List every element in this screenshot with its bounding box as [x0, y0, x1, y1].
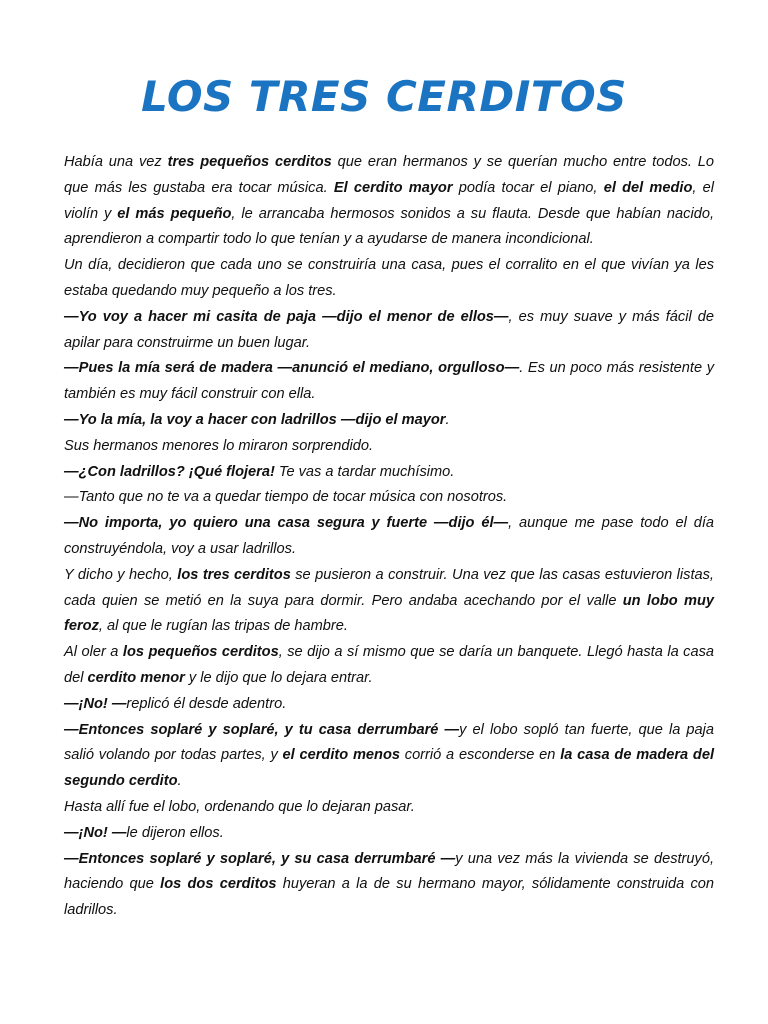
text-run: Al oler a: [64, 644, 123, 661]
text-run: replicó él desde adentro.: [126, 695, 287, 712]
story-paragraph: [64, 795, 714, 821]
story-paragraph: [64, 718, 714, 795]
text-run: Te vas a tardar muchísimo.: [274, 463, 455, 480]
text-run: , se dijo a sí mismo que se daría un banquete. Llegó hasta la casa del: [64, 644, 715, 686]
text-run: .: [445, 411, 450, 428]
bold-text: —Pues la mía será de madera —anunció el mediano, orgulloso—: [64, 360, 520, 377]
text-run: Sus hermanos menores lo miraron sorprendido.: [64, 437, 374, 454]
bold-text: el más pequeño: [117, 205, 232, 222]
bold-text: un lobo muy feroz: [64, 592, 714, 635]
bold-text: la casa de madera del segundo cerdito: [64, 747, 715, 790]
text-run: y le dijo que lo dejara entrar.: [184, 669, 373, 686]
text-run: podía tocar el piano,: [452, 179, 604, 196]
bold-text: —Yo voy a hacer mi casita de paja —dijo el menor de ellos—: [64, 308, 509, 325]
text-run: —Tanto que no te va a quedar tiempo de tocar música con nosotros.: [64, 489, 508, 506]
bold-text: el cerdito menos: [282, 747, 400, 764]
text-run: , es muy suave y más fácil de apilar para construirme un buen lugar.: [64, 308, 714, 351]
story-paragraph: [64, 847, 714, 924]
story-paragraph: [64, 640, 714, 692]
text-run: , le arrancaba hermosos sonidos a su flauta. Desde que habían nacido, aprendieron a compartir todo lo que tenían y a ayudarse de manera incondicional.: [64, 205, 714, 248]
story-paragraph: [64, 150, 714, 253]
page-title: LOS TRES CERDITOS: [141, 72, 627, 121]
bold-text: —¡No! —: [64, 824, 127, 841]
bold-text: —¡No! —: [64, 695, 127, 712]
text-run: corrió a esconderse en: [399, 747, 561, 764]
bold-text: —Yo la mía, la voy a hacer con ladrillos —dijo el mayor: [64, 411, 446, 428]
story-paragraph: [64, 460, 714, 486]
text-run: Había una vez: [64, 154, 168, 170]
text-run: , al que le rugían las tripas de hambre.: [98, 618, 348, 635]
text-run: , el violín y: [64, 179, 715, 222]
text-run: Un día, decidieron que cada uno se construiría una casa, pues el corralito en el que vivían ya les estaba quedando muy pequeño a los tres.: [64, 257, 714, 299]
text-run: y el lobo sopló tan fuerte, que la paja salió volando por todas partes, y: [64, 721, 714, 764]
bold-text: —Entonces soplaré y soplaré, y su casa derrumbaré —: [64, 850, 456, 867]
text-run: se pusieron a construir. Una vez que las casas estuvieron listas, cada quien se metió en la suya para dormir. Pero andaba acechando por el valle: [64, 566, 714, 609]
story-paragraph: [64, 408, 714, 434]
bold-text: los tres cerditos: [177, 566, 291, 583]
text-run: y una vez más la vivienda se destruyó, haciendo que: [64, 850, 714, 893]
story-paragraph: [64, 511, 714, 563]
text-run: , aunque me pase todo el día construyéndola, voy a usar ladrillos.: [64, 515, 714, 557]
text-run: .: [177, 773, 182, 790]
story-body: [64, 150, 714, 924]
text-run: huyeran a la de su hermano mayor, sólidamente construida con ladrillos.: [64, 876, 714, 919]
bold-text: el del medio: [603, 179, 693, 196]
bold-text: —No importa, yo quiero una casa segura y fuerte —dijo él—: [64, 515, 509, 532]
story-paragraph: [64, 485, 714, 511]
story-paragraph: [64, 305, 714, 357]
text-run: Hasta allí fue el lobo, ordenando que lo dejaran pasar.: [64, 798, 415, 815]
bold-text: tres pequeños cerditos: [167, 154, 332, 170]
bold-text: —¿Con ladrillos? ¡Qué flojera!: [64, 463, 275, 480]
story-paragraph: [64, 692, 714, 718]
text-run: Y dicho y hecho,: [64, 566, 178, 583]
story-paragraph: [64, 356, 714, 408]
story-paragraph: [64, 253, 714, 305]
story-paragraph: [64, 563, 714, 640]
story-paragraph: [64, 434, 714, 460]
story-paragraph: [64, 821, 714, 847]
text-run: le dijeron ellos.: [126, 824, 224, 841]
bold-text: El cerdito mayor: [333, 179, 453, 196]
text-run: que eran hermanos y se querían mucho entre todos. Lo que más les gustaba era tocar música.: [64, 154, 715, 196]
bold-text: —Entonces soplaré y soplaré, y tu casa derrumbaré —: [64, 721, 460, 738]
bold-text: los pequeños cerditos: [122, 644, 279, 661]
bold-text: los dos cerditos: [160, 876, 277, 893]
text-run: . Es un poco más resistente y también es muy fácil construir con ella.: [64, 360, 714, 403]
bold-text: cerdito menor: [87, 669, 185, 686]
